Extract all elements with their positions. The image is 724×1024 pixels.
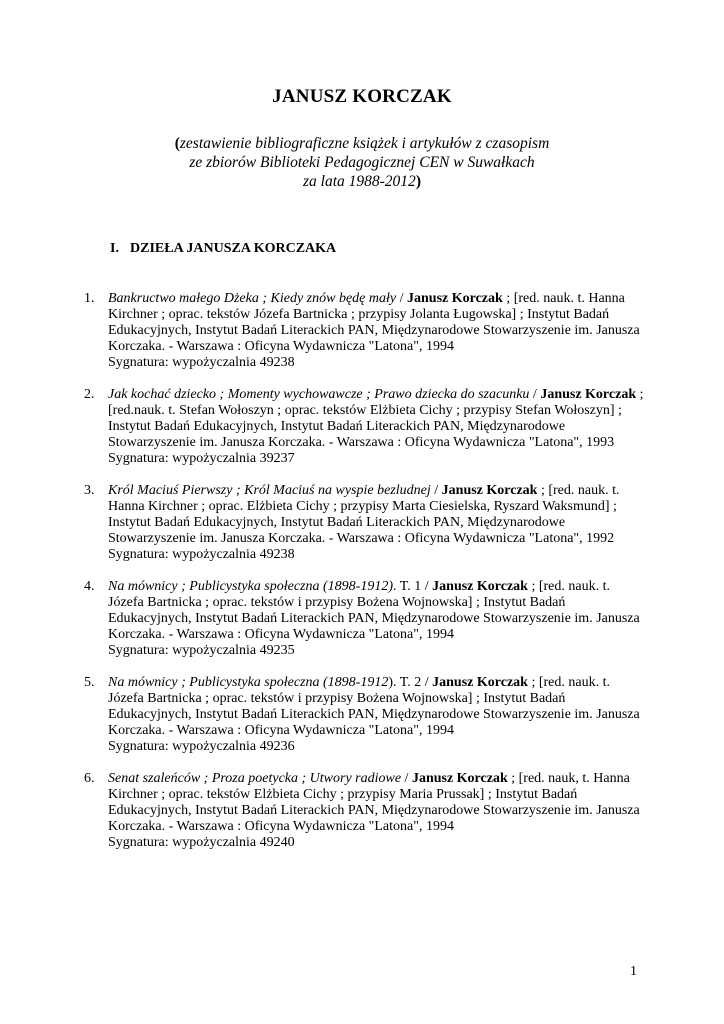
entry-number: 2. — [84, 387, 95, 402]
entry-number: 6. — [84, 771, 95, 786]
entry-number: 4. — [84, 579, 95, 594]
entry-separator: . T. 1 / — [393, 579, 433, 594]
entry-separator: / — [430, 483, 442, 498]
entry-signature: Sygnatura: wypożyczalnia 49240 — [108, 835, 295, 850]
entry-separator: / — [529, 387, 541, 402]
entry-details: ; [red. nauk. t. Józefa Bartnicka ; oprac. tekstów i przypisy Bożena Wojnowska] ; Instytut Badań Edukacyjnych, Instytut Badań Literackich PAN, Międzynarodowe Stowarzyszenie im. Janusza Korczaka. - Warszawa : Oficyna Wydawnicza "Latona", 1994 — [108, 675, 640, 738]
entry-author: Janusz Korczak — [432, 675, 528, 690]
section-number: I. — [110, 241, 119, 256]
entry-author: Janusz Korczak — [432, 579, 528, 594]
entry-author: Janusz Korczak — [441, 483, 538, 498]
entry-title: Jak kochać dziecko ; Momenty wychowawcze ; Prawo dziecka do szacunku — [108, 387, 530, 402]
entry-number: 1. — [84, 291, 95, 306]
entry-separator: / — [401, 771, 412, 786]
entry-details: ; [red. nauk. t. Józefa Bartnicka ; oprac. tekstów i przypisy Bożena Wojnowska] ; Instytut Badań Edukacyjnych, Instytut Badań Literackich PAN, Międzynarodowe Stowarzyszenie im. Janusza Korczaka. - Warszawa : Oficyna Wydawnicza "Latona", 1994 — [108, 579, 640, 642]
entry-separator: / — [396, 291, 407, 306]
entry-signature: Sygnatura: wypożyczalnia 49238 — [108, 355, 295, 370]
subtitle-line-3-text: za lata 1988-2012 — [303, 173, 416, 190]
entry-signature: Sygnatura: wypożyczalnia 49238 — [108, 547, 295, 562]
entry-author: Janusz Korczak — [407, 291, 503, 306]
bibliography-entry-1 — [84, 291, 644, 371]
entry-title: Na mównicy ; Publicystyka społeczna (1898-1912 — [108, 675, 389, 690]
subtitle-close-paren: ) — [415, 173, 421, 190]
entry-author: Janusz Korczak — [540, 387, 637, 402]
bibliography-entry-2 — [84, 387, 644, 467]
entry-details: ; [red.nauk. t. Stefan Wołoszyn ; oprac. tekstów Elżbieta Cichy ; przypisy Stefan Wołoszyn] ; Instytut Badań Edukacyjnych, Instytut Badań Literackich PAN, Międzynarodowe Stowarzyszenie im. Janusza Korczaka. - Warszawa : Oficyna Wydawnicza "Latona", 1993 — [108, 387, 644, 450]
bibliography-list — [84, 291, 644, 867]
entry-signature: Sygnatura: wypożyczalnia 49236 — [108, 739, 295, 754]
subtitle-line-1 — [0, 134, 724, 153]
document-subtitle — [0, 134, 724, 191]
entry-title: Bankructwo małego Dżeka ; Kiedy znów będę mały — [108, 291, 397, 306]
bibliography-entry-5 — [84, 675, 644, 755]
bibliography-entry-6 — [84, 771, 644, 851]
section-heading — [110, 241, 336, 257]
subtitle-line-2: ze zbiorów Biblioteki Pedagogicznej CEN w Suwałkach — [189, 154, 535, 171]
bibliography-entry-3 — [84, 483, 644, 563]
subtitle-line-1-text: zestawienie bibliograficzne książek i artykułów z czasopism — [179, 135, 550, 152]
entry-author: Janusz Korczak — [411, 771, 508, 786]
section-heading-text: DZIEŁA JANUSZA KORCZAKA — [130, 241, 337, 256]
page-number: 1 — [630, 964, 637, 979]
entry-separator: ). T. 2 / — [388, 675, 433, 690]
entry-number: 3. — [84, 483, 95, 498]
entry-signature: Sygnatura: wypożyczalnia 49235 — [108, 643, 295, 658]
document-title: JANUSZ KORCZAK — [272, 86, 452, 107]
subtitle-open-paren: ( — [174, 135, 180, 152]
entry-title: Na mównicy ; Publicystyka społeczna (1898-1912) — [108, 579, 393, 594]
bibliography-entry-4 — [84, 579, 644, 659]
entry-details: ; [red. nauk. t. Hanna Kirchner ; oprac. Elżbieta Cichy ; przypisy Marta Ciesielska, Ryszard Waksmund] ; Instytut Badań Edukacyjnych, Instytut Badań Literackich PAN, Międzynarodowe Stowarzyszenie im. Janusza Korczaka. - Warszawa : Oficyna Wydawnicza "Latona", 1992 — [108, 483, 620, 546]
entry-details: ; [red. nauk. t. Hanna Kirchner ; oprac. tekstów Józefa Bartnicka ; przypisy Jolanta Ługowska] ; Instytut Badań Edukacyjnych, Instytut Badań Literackich PAN, Międzynarodowe Stowarzyszenie im. Janusza Korczaka. - Warszawa : Oficyna Wydawnicza "Latona", 1994 — [108, 291, 640, 354]
entry-signature: Sygnatura: wypożyczalnia 39237 — [108, 451, 295, 466]
subtitle-line-3 — [0, 172, 724, 191]
entry-number: 5. — [84, 675, 95, 690]
entry-title: Senat szaleńców ; Proza poetycka ; Utwory radiowe — [108, 771, 402, 786]
entry-title: Król Maciuś Pierwszy ; Król Maciuś na wyspie bezludnej — [108, 483, 431, 498]
entry-details: ; [red. nauk, t. Hanna Kirchner ; oprac. tekstów Elżbieta Cichy ; przypisy Maria Prussak] ; Instytut Badań Edukacyjnych, Instytut Badań Literackich PAN, Międzynarodowe Stowarzyszenie im. Janusza Korczaka. - Warszawa : Oficyna Wydawnicza "Latona", 1994 — [108, 771, 640, 834]
